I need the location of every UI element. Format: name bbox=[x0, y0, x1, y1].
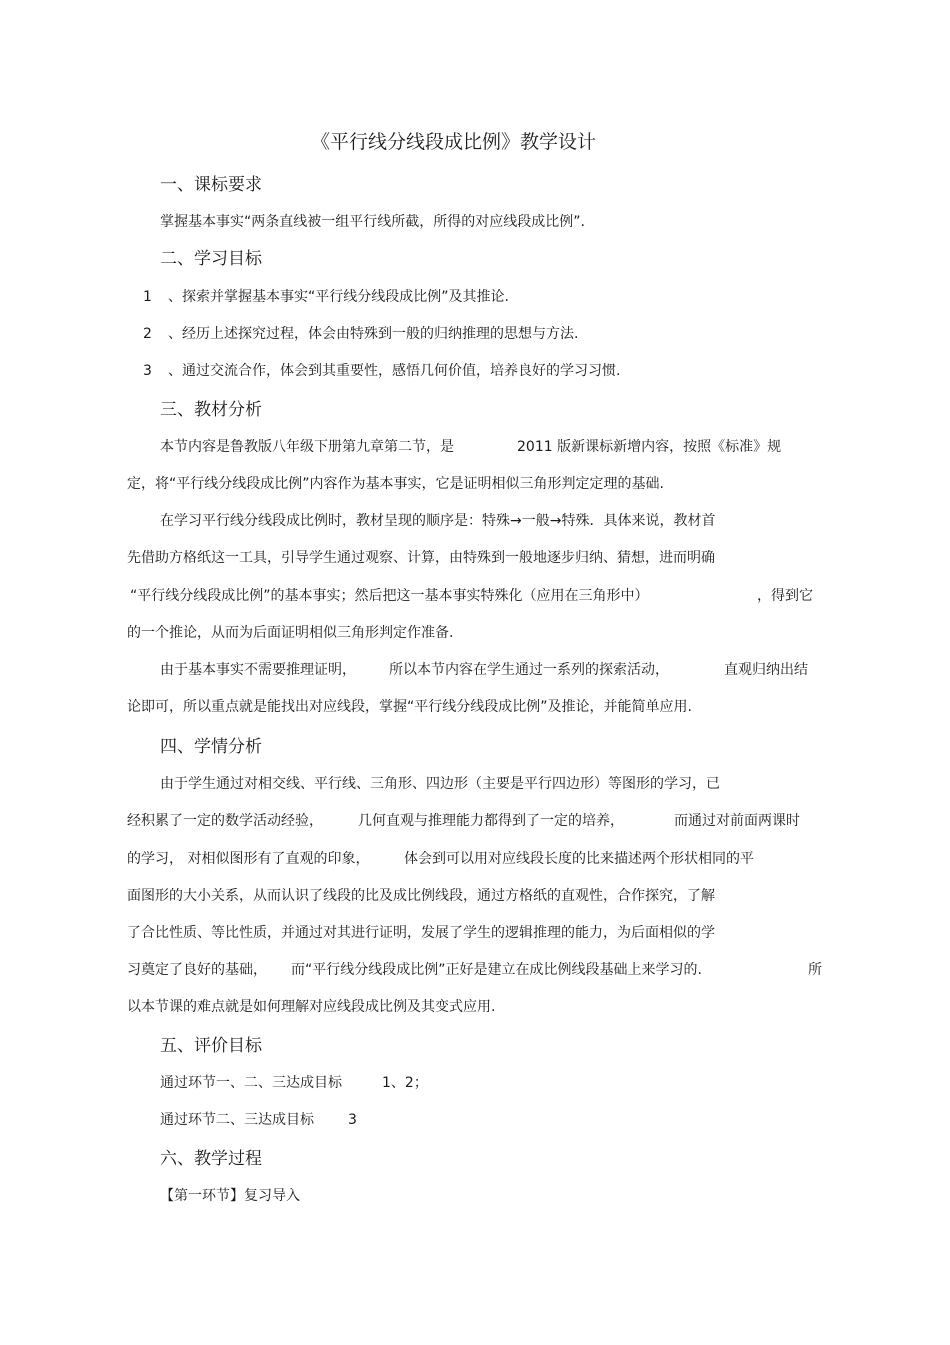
section-heading-6: 六、教学过程 bbox=[160, 1149, 262, 1169]
section-heading-5: 五、评价目标 bbox=[160, 1036, 262, 1056]
paragraph-text: 本节内容是鲁教版八年级下册第九章第二节，是 bbox=[160, 439, 454, 455]
paragraph-text: 了合比性质、等比性质，并通过对其进行证明，发展了学生的逻辑推理的能力，为后面相似的学 bbox=[127, 925, 715, 941]
paragraph-text: 直观归纳出结 bbox=[724, 662, 808, 678]
list-item-number: 3 bbox=[143, 363, 152, 379]
paragraph-text: 3 bbox=[348, 1112, 357, 1128]
paragraph-text: 2011 版新课标新增内容，按照《标准》规 bbox=[517, 439, 782, 455]
list-item-number: 2 bbox=[143, 326, 152, 342]
paragraph-text: 论即可，所以重点就是能找出对应线段，掌握“平行线分线段成比例”及推论，并能简单应用. bbox=[127, 699, 692, 715]
paragraph-text: 掌握基本事实“两条直线被一组平行线所截，所得的对应线段成比例”. bbox=[160, 214, 585, 230]
paragraph-text: 面图形的大小关系，从而认识了线段的比及成比例线段，通过方格纸的直观性，合作探究，了解 bbox=[127, 888, 715, 904]
list-item-number: 1 bbox=[143, 289, 152, 305]
paragraph-text: 所 bbox=[808, 962, 822, 978]
paragraph-text: 习奠定了良好的基础， bbox=[127, 962, 267, 978]
section-heading-1: 一、课标要求 bbox=[160, 175, 262, 195]
paragraph-text: 所以本节内容在学生通过一系列的探索活动， bbox=[389, 662, 669, 678]
paragraph-text: 而“平行线分线段成比例”正好是建立在成比例线段基础上来学习的. bbox=[291, 962, 702, 978]
list-item-text: 、通过交流合作，体会到其重要性，感悟几何价值，培养良好的学习习惯. bbox=[168, 363, 621, 379]
paragraph-text: 的学习， 对相似图形有了直观的印象， bbox=[127, 851, 370, 867]
list-item-text: 、探索并掌握基本事实“平行线分线段成比例”及其推论. bbox=[168, 289, 509, 305]
paragraph-text: 由于基本事实不需要推理证明， bbox=[160, 662, 356, 678]
list-item-text: 、经历上述探究过程，体会由特殊到一般的归纳推理的思想与方法. bbox=[168, 326, 579, 342]
section-heading-4: 四、学情分析 bbox=[160, 737, 262, 757]
paragraph-text: 的一个推论，从而为后面证明相似三角形判定作准备. bbox=[127, 625, 454, 641]
paragraph-text: 通过环节二、三达成目标 bbox=[160, 1112, 314, 1128]
paragraph-text: 几何直观与推理能力都得到了一定的培养， bbox=[358, 813, 624, 829]
paragraph-text: 通过环节一、二、三达成目标 bbox=[160, 1075, 342, 1091]
paragraph-text: 定，将“平行线分线段成比例”内容作为基本事实，它是证明相似三角形判定定理的基础. bbox=[127, 476, 664, 492]
paragraph-text: 而通过对前面两课时 bbox=[674, 813, 800, 829]
paragraph-text: ，得到它 bbox=[757, 588, 813, 604]
document-title: 《平行线分线段成比例》教学设计 bbox=[311, 131, 597, 153]
paragraph-text: 【第一环节】复习导入 bbox=[160, 1188, 300, 1204]
paragraph-text: 以本节课的难点就是如何理解对应线段成比例及其变式应用. bbox=[127, 999, 496, 1015]
paragraph-text: 1、2； bbox=[382, 1075, 428, 1091]
paragraph-text: 经积累了一定的数学活动经验， bbox=[127, 813, 323, 829]
section-heading-3: 三、教材分析 bbox=[160, 400, 262, 420]
paragraph-text: 在学习平行线分线段成比例时，教材呈现的顺序是：特殊→一般→特殊．具体来说，教材首 bbox=[160, 513, 716, 529]
paragraph-text: 由于学生通过对相交线、平行线、三角形、四边形（主要是平行四边形）等图形的学习，已 bbox=[160, 776, 720, 792]
paragraph-text: 先借助方格纸这一工具，引导学生通过观察、计算，由特殊到一般地逐步归纳、猜想，进而明确 bbox=[127, 550, 715, 566]
section-heading-2: 二、学习目标 bbox=[160, 249, 262, 269]
paragraph-text: 体会到可以用对应线段长度的比来描述两个形状相同的平 bbox=[404, 851, 754, 867]
paragraph-text: “平行线分线段成比例”的基本事实；然后把这一基本事实特殊化（应用在三角形中） bbox=[130, 588, 649, 604]
